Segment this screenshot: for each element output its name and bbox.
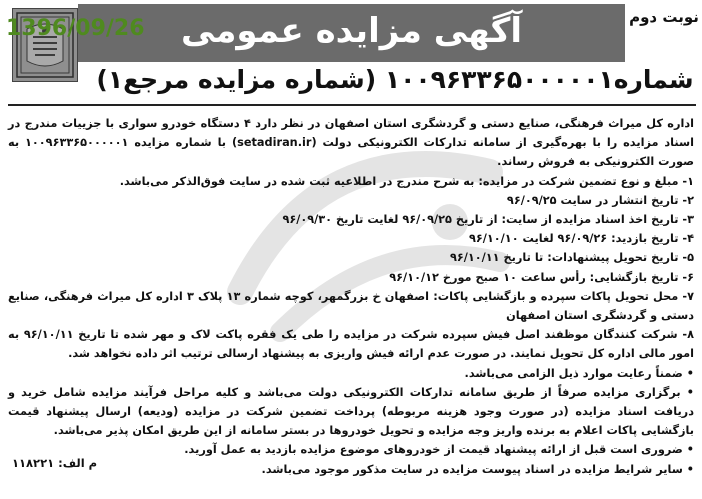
notice-header — [0, 0, 702, 108]
reference-number: م الف: ۱۱۸۲۲۱ — [12, 456, 98, 470]
item-delivery-date: ۵- تاریخ تحویل پیشنهادات: تا تاریخ ۹۶/۱۰/۱۱ — [449, 251, 694, 265]
note-other-terms: • سایر شرایط مزایده در اسناد پیوست مزایده در سایت مذکور موجود می‌باشد. — [261, 462, 694, 476]
item-documents-date: ۳- تاریخ اخذ اسناد مزایده از سایت: از تاریخ ۹۶/۰۹/۲۵ لغایت تاریخ ۹۶/۰۹/۳۰ — [282, 213, 694, 227]
note-electronic-process: • برگزاری مزایده صرفاً از طریق سامانه تدارکات الکترونیکی دولت می‌باشد و کلیه مراحل فرآیند مزایده شامل خرید و دریافت اسناد مزایده (در صورت وجود هزینه مربوطه) پرداخت تضمین شرکت در مزایده (ودیعه) ارسال پیشنهاد قیمت بازگشایی پاکات اعلام به برنده واریز وجه مزایده و تحویل خودروها در بستر سامانه از این طریق امکان پذیر می‌باشد. — [8, 385, 694, 438]
notice-title: آگهی مزایده عمومی — [180, 11, 523, 51]
intro-paragraph: اداره کل میراث فرهنگی، صنایع دستی و گردشگری استان اصفهان در نظر دارد ۴ دستگاه خودرو سواری با جزییات مندرج در اسناد مزایده را با بهره‌گیری از سامانه تدارکات الکترونیکی دولت (setadiran.ir) با شماره مزایده ۱۰۰۹۶۳۳۶۵۰۰۰۰۰۱ به صورت الکترونیکی به فروش رساند. — [8, 117, 694, 169]
item-delivery-location: ۷- محل تحویل پاکات سپرده و بازگشایی پاکات: اصفهان خ بزرگمهر، کوچه شماره ۱۳ پلاک ۳ اداره کل میراث فرهنگی، صنایع دستی و گردشگری استان اصفهان — [8, 289, 694, 323]
turn-label: نوبت دوم — [629, 8, 699, 26]
note-visit-required: • ضروری است قبل از ارائه پیشنهاد قیمت از خودروهای موضوع مزایده بازدید به عمل آورید. — [184, 443, 694, 457]
header-divider — [8, 104, 696, 106]
item-guarantee: ۱- مبلغ و نوع تضمین شرکت در مزایده: به شرح مندرج در اطلاعیه ثبت شده در سایت فوق‌الذکر می‌باشد. — [119, 174, 694, 188]
auction-number: شماره۱۰۰۹۶۳۳۶۵۰۰۰۰۰۱ (شماره مزایده مرجع۱) — [96, 65, 694, 94]
date-stamp: 1396/09/26 — [6, 16, 145, 41]
item-opening-date: ۶- تاریخ بازگشایی: رأس ساعت ۱۰ صبح مورخ ۹۶/۱۰/۱۲ — [389, 270, 694, 284]
setadiran-site: setadiran.ir — [237, 136, 312, 150]
note-required: • ضمناً رعایت موارد ذیل الزامی می‌باشد. — [464, 366, 694, 380]
notice-body — [8, 114, 694, 479]
item-deposit-receipt: ۸- شرکت کنندگان موظفند اصل فیش سپرده شرکت در مزایده را طی یک فقره پاکت لاک و مهر شده تا تاریخ ۹۶/۱۰/۱۱ به امور مالی اداره کل تحویل نمایند. در صورت عدم ارائه فیش واریزی به پیشنهاد ارسالی ترتیب اثر داده نخواهد شد. — [8, 328, 694, 361]
item-publish-date: ۲- تاریخ انتشار در سایت ۹۶/۰۹/۲۵ — [506, 193, 694, 207]
item-visit-date: ۴- تاریخ بازدید: ۹۶/۰۹/۲۶ لغایت ۹۶/۱۰/۱۰ — [468, 232, 694, 246]
